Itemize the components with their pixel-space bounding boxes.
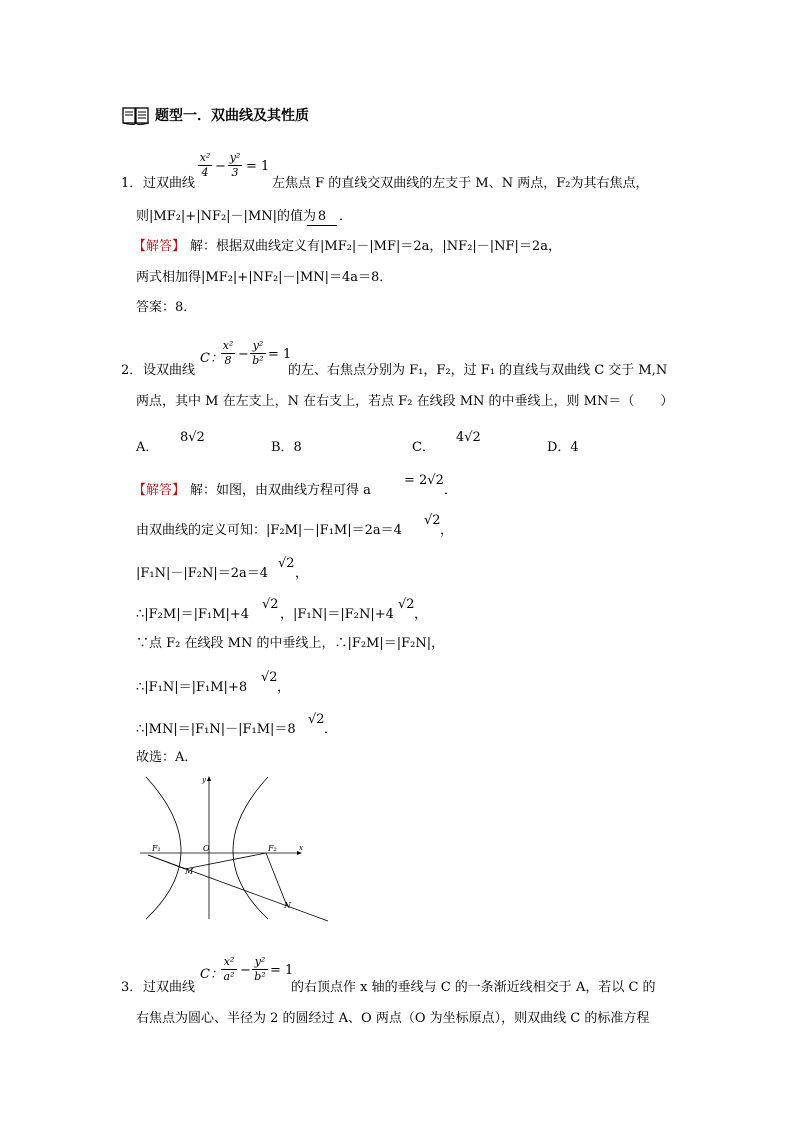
q2-solution-4-end: ， [414, 607, 428, 622]
q2-solution-7: ∴|MN|＝|F₁N|－|F₁M|＝8 [136, 722, 296, 737]
q2-fraction-x: x² 8 [222, 339, 234, 367]
q1-solution-3: 答案：8． [136, 300, 197, 315]
label-o: O [203, 844, 210, 853]
q2-option-c-value: 4√2 [456, 430, 481, 445]
q2-solution-6-end: ， [277, 680, 291, 695]
q2-solution-8: 故选：A． [136, 750, 198, 765]
segment-f2-n [266, 853, 287, 906]
q2-option-b: B．8 [271, 440, 302, 455]
q2-intro: 设双曲线 [143, 363, 196, 378]
q2-solution-1: 解：如图，由双曲线方程可得 a [190, 483, 371, 498]
book-icon [122, 106, 150, 126]
label-x: x [299, 844, 303, 852]
q3-number: 3． [121, 980, 143, 995]
q2-solution-2-value: √2 [424, 513, 441, 528]
q2-solution-tag: 【解答】 [133, 483, 186, 498]
q2-equals-one: = 1 [268, 347, 292, 362]
q1-answer-blank: 8 [307, 209, 337, 226]
q1-intro: 过双曲线 [143, 176, 196, 191]
q3-fraction-x: x² a² [221, 956, 237, 983]
q2-solution-3: |F₁N|－|F₂N|＝2a＝4 [136, 566, 269, 581]
q2-solution-4-mid: ，|F₁N|＝|F₂N|+4 [280, 607, 394, 622]
q2-curve-label: C： [200, 351, 223, 366]
q2-solution-4: ∴|F₂M|＝|F₁M|+4 [136, 607, 250, 622]
q2-option-c-label: C． [412, 440, 435, 455]
q2-text-line2: 两点，其中 M 在左支上，N 在右支上，若点 F₂ 在线段 MN 的中垂线上，则 MN＝（ ） [136, 394, 674, 409]
q2-solution-5: ∵点 F₂ 在线段 MN 的中垂线上，∴|F₂M|＝|F₂N|， [136, 636, 445, 651]
label-y: y [202, 776, 206, 784]
q2-text-line1: 的左、右焦点分别为 F₁，F₂，过 F₁ 的直线与双曲线 C 交于 M,N [288, 363, 668, 378]
q2-minus: − [238, 347, 249, 362]
q1-line2-end: ． [339, 209, 353, 224]
y-axis-arrow [207, 776, 211, 781]
q1-minus: − [215, 159, 226, 174]
label-f1: F₁ [152, 844, 161, 853]
q1-solution-1: 解：根据双曲线定义有|MF₂|－|MF|＝2a，|NF₂|－|NF|＝2a， [190, 239, 561, 254]
q2-solution-7-value: √2 [308, 712, 325, 727]
q1-equals-one: = 1 [246, 159, 270, 174]
section-heading: 题型一．双曲线及其性质 [155, 108, 309, 124]
q2-solution-4-value1: √2 [262, 597, 279, 612]
q2-solution-6-value: √2 [261, 670, 278, 685]
label-f2: F₂ [268, 844, 277, 853]
q1-solution-tag: 【解答】 [133, 239, 186, 254]
q2-solution-7-end: ． [324, 722, 338, 737]
q2-number: 2． [121, 363, 143, 378]
q3-equals-one: = 1 [270, 963, 294, 978]
q1-fraction-x: x² 4 [199, 151, 211, 179]
q1-text-line2: 则|MF₂|+|NF₂|－|MN|的值为 [136, 209, 317, 224]
q2-solution-1-value: = 2√2 [404, 473, 444, 488]
q2-solution-2: 由双曲线的定义可知：|F₂M|－|F₁M|＝2a＝4 [136, 523, 402, 538]
q3-fraction-y: y² b² [252, 956, 268, 983]
segment-f2-m [185, 853, 266, 869]
q1-solution-2: 两式相加得|MF₂|+|NF₂|－|MN|＝4a＝8． [136, 270, 393, 285]
hyperbola-figure [138, 773, 338, 923]
q2-solution-3-end: ， [295, 566, 309, 581]
label-m: M [185, 867, 194, 876]
q2-solution-3-value: √2 [278, 556, 295, 571]
q1-number: 1． [121, 176, 143, 191]
q3-text-line2: 右焦点为圆心、半径为 2 的圆经过 A、O 两点（O 为坐标原点），则双曲线 C 的标准方程 [136, 1011, 650, 1026]
label-n: N [284, 901, 291, 910]
q3-intro: 过双曲线 [143, 980, 196, 995]
q2-solution-6: ∴|F₁N|＝|F₁M|+8 [136, 680, 248, 695]
q3-minus: − [240, 963, 251, 978]
q3-curve-label: C： [200, 967, 223, 982]
q2-option-a-label: A． [136, 440, 159, 455]
q2-solution-4-value2: √2 [398, 597, 415, 612]
q2-fraction-y: y² b² [250, 340, 266, 367]
q2-option-d: D．4 [547, 440, 579, 455]
right-branch [233, 777, 268, 919]
segment-f1-m [148, 855, 185, 869]
q3-text-line1: 的右顶点作 x 轴的垂线与 C 的一条渐近线相交于 A，若以 C 的 [291, 980, 656, 995]
q2-option-a-value: 8√2 [180, 430, 205, 445]
q2-solution-1-end: ． [444, 483, 458, 498]
q2-solution-2-end: ， [440, 523, 454, 538]
q1-fraction-y: y² 3 [229, 151, 241, 179]
q1-text-line1: 左焦点 F 的直线交双曲线的左支于 M、N 两点，F₂为其右焦点， [272, 176, 649, 191]
